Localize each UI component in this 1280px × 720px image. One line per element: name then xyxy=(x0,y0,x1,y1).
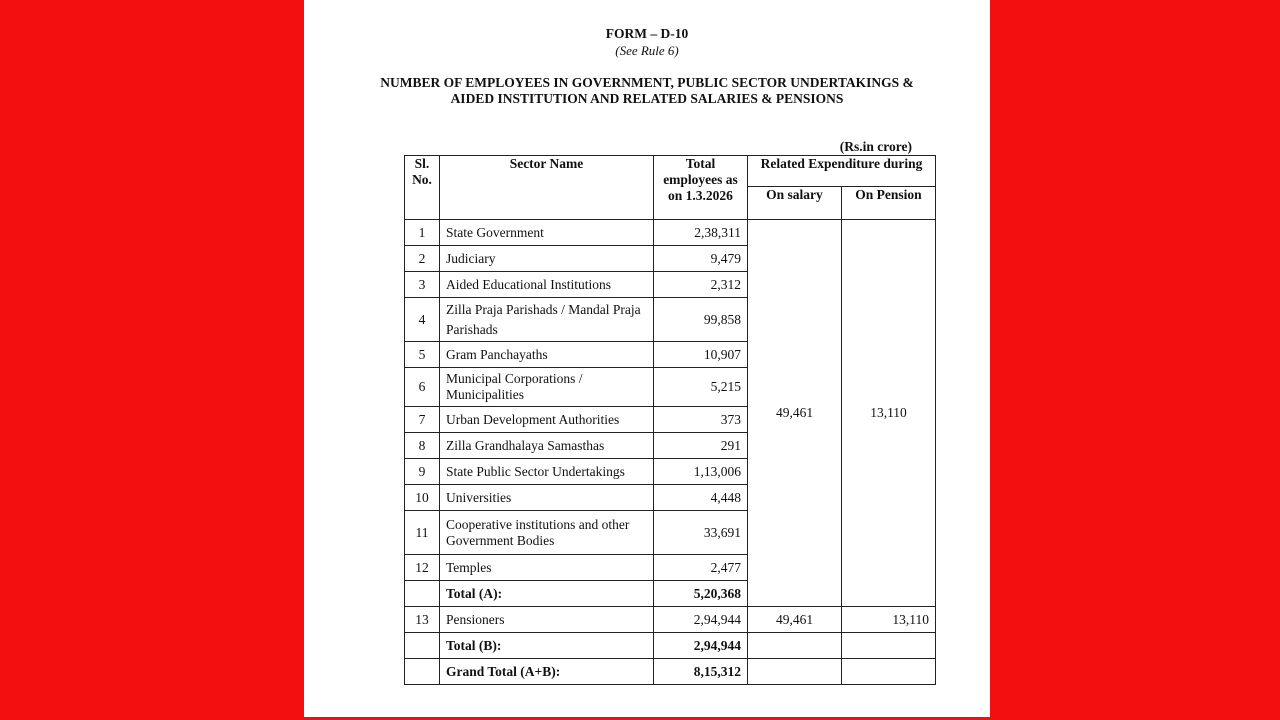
row-sl: 8 xyxy=(405,433,440,459)
row-sl: 7 xyxy=(405,407,440,433)
header-total-employees: Total employees as on 1.3.2026 xyxy=(654,156,748,220)
row-sector-name: State Public Sector Undertakings xyxy=(440,459,654,485)
row-sl: 6 xyxy=(405,368,440,407)
table-row xyxy=(405,220,936,246)
pensioners-salary: 49,461 xyxy=(748,607,842,633)
row-sector-name: Urban Development Authorities xyxy=(440,407,654,433)
row-sl: 13 xyxy=(405,607,440,633)
row-sl: 10 xyxy=(405,485,440,511)
row-employees: 33,691 xyxy=(654,511,748,555)
row-sector-name: Zilla Praja Parishads / Mandal Praja Parishads xyxy=(440,298,654,342)
row-sl: 12 xyxy=(405,555,440,581)
header-sector-name: Sector Name xyxy=(440,156,654,220)
group-a-salary: 49,461 xyxy=(748,220,842,607)
header-on-salary: On salary xyxy=(748,187,842,220)
row-sl: 3 xyxy=(405,272,440,298)
employees-table xyxy=(404,155,936,685)
row-employees: 5,215 xyxy=(654,368,748,407)
row-employees: 2,94,944 xyxy=(654,607,748,633)
row-sl: 4 xyxy=(405,298,440,342)
grand-total-row xyxy=(405,659,936,685)
row-employees: 10,907 xyxy=(654,342,748,368)
row-employees: 373 xyxy=(654,407,748,433)
header-related-expenditure: Related Expenditure during xyxy=(748,156,936,187)
group-a-pension: 13,110 xyxy=(842,220,936,607)
grand-total-employees: 8,15,312 xyxy=(654,659,748,685)
unit-note: (Rs.in crore) xyxy=(839,139,912,154)
row-sector-name: Temples xyxy=(440,555,654,581)
header-on-pension: On Pension xyxy=(842,187,936,220)
row-employees: 2,38,311 xyxy=(654,220,748,246)
row-sector-name: Aided Educational Institutions xyxy=(440,272,654,298)
pensioners-pension: 13,110 xyxy=(842,607,936,633)
row-employees: 99,858 xyxy=(654,298,748,342)
form-title: FORM – D-10 xyxy=(605,26,689,41)
row-sl: 2 xyxy=(405,246,440,272)
form-subtitle: (See Rule 6) xyxy=(615,43,679,58)
row-sector-name: Zilla Grandhalaya Samasthas xyxy=(440,433,654,459)
row-sector-name: Municipal Corporations / Municipalities xyxy=(440,368,654,407)
row-employees: 4,448 xyxy=(654,485,748,511)
row-employees: 2,477 xyxy=(654,555,748,581)
row-sector-name: Universities xyxy=(440,485,654,511)
row-sector-name: Judiciary xyxy=(440,246,654,272)
total-b-employees: 2,94,944 xyxy=(654,633,748,659)
row-employees: 2,312 xyxy=(654,272,748,298)
row-sector-name: Gram Panchayaths xyxy=(440,342,654,368)
row-sector-name: State Government xyxy=(440,220,654,246)
document-page xyxy=(304,0,990,717)
total-b-row xyxy=(405,633,936,659)
row-sl: 11 xyxy=(405,511,440,555)
row-sl: 5 xyxy=(405,342,440,368)
row-sl: 9 xyxy=(405,459,440,485)
row-sector-name: Cooperative institutions and other Government Bodies xyxy=(440,511,654,555)
header-sl-no: Sl. No. xyxy=(405,156,440,220)
row-employees: 291 xyxy=(654,433,748,459)
pensioners-row xyxy=(405,607,936,633)
total-a-employees: 5,20,368 xyxy=(654,581,748,607)
document-heading: NUMBER OF EMPLOYEES IN GOVERNMENT, PUBLIC SECTOR UNDERTAKINGS & AIDED INSTITUTION AND RELATED SALARIES & PENSIONS xyxy=(380,75,914,106)
grand-total-label: Grand Total (A+B): xyxy=(440,659,654,685)
total-b-label: Total (B): xyxy=(440,633,654,659)
row-sl: 1 xyxy=(405,220,440,246)
total-a-label: Total (A): xyxy=(440,581,654,607)
row-sector-name: Pensioners xyxy=(440,607,654,633)
row-employees: 1,13,006 xyxy=(654,459,748,485)
row-employees: 9,479 xyxy=(654,246,748,272)
